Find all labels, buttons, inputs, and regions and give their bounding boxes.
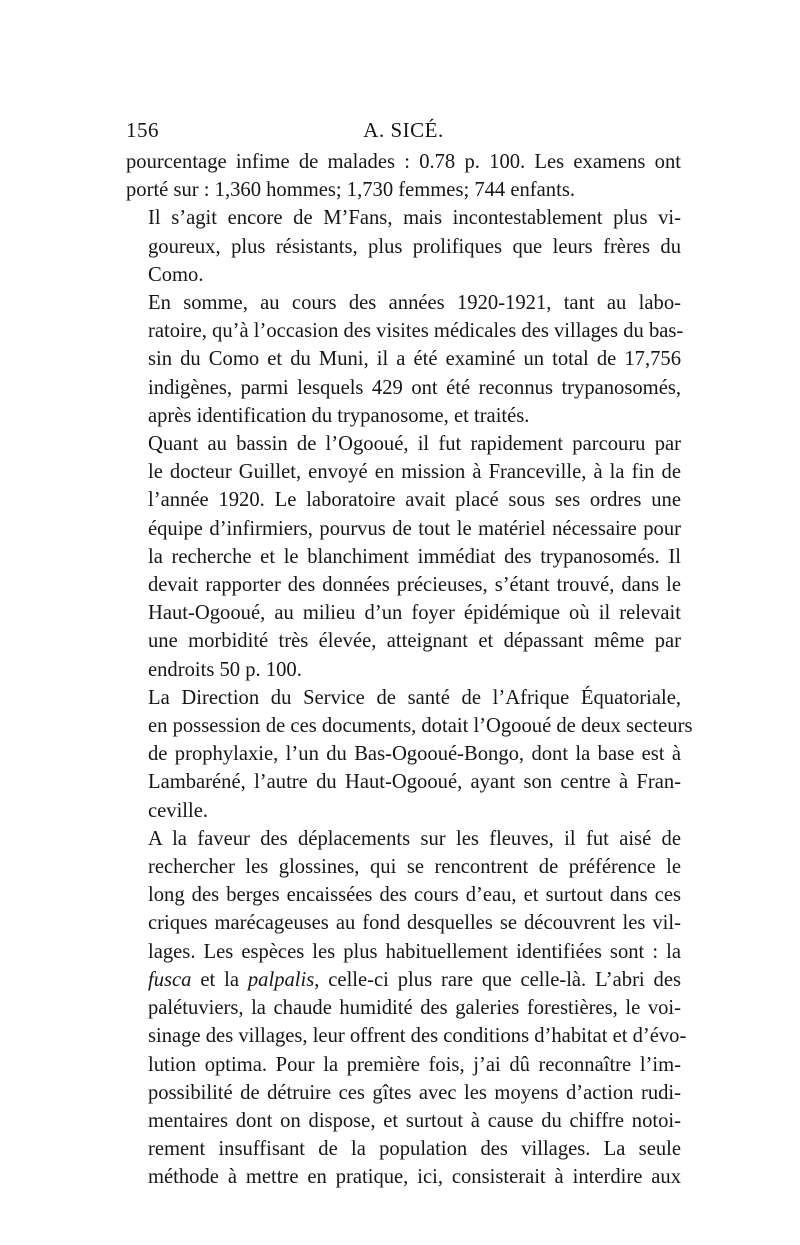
text-line: pourcentage infime de malades : 0.78 p. 100. Les examens ont (126, 151, 681, 173)
paragraph-3 (126, 289, 684, 430)
text-line: une morbidité très élevée, atteignant et dépassant même par (148, 630, 681, 653)
paragraph-1 (126, 148, 681, 204)
text-line: rement insuffisant de la population des villages. La seule (148, 1138, 681, 1161)
page-header (126, 118, 681, 148)
text-line: A la faveur des déplacements sur les fleuves, il fut aisé de (148, 827, 681, 850)
text-line: La Direction du Service de santé de l’Afrique Équatoriale, (148, 686, 681, 709)
text-line: porté sur : 1,360 hommes; 1,730 femmes; 744 enfants. (126, 179, 575, 202)
text-line: sin du Como et du Muni, il a été examiné un total de 17,756 (148, 348, 681, 371)
text-line: ratoire, qu’à l’occasion des visites médicales des villages du bas- (148, 320, 684, 343)
text-fragment: et la (191, 968, 248, 991)
text-line: en possession de ces documents, dotait l’Ogooué de deux secteurs (148, 715, 693, 738)
text-line-mixed (126, 966, 681, 994)
text-line: criques marécageuses au fond desquelles se découvrent les vil- (148, 912, 681, 935)
text-line: rechercher les glossines, qui se rencontrent de préférence le (148, 856, 681, 879)
text-line: ceville. (148, 799, 209, 822)
text-line: sinage des villages, leur offrent des conditions d’habitat et d’évo- (148, 1025, 687, 1048)
book-page (126, 118, 693, 1192)
text-line: l’année 1920. Le laboratoire avait placé sous ses ordres une (148, 489, 681, 512)
text-line: méthode à mettre en pratique, ici, consisterait à interdire aux (148, 1166, 681, 1189)
text-line: Il s’agit encore de M’Fans, mais incontestablement plus vi- (148, 207, 681, 230)
text-line: équipe d’infirmiers, pourvus de tout le matériel nécessaire pour (148, 517, 681, 540)
text-line: palétuviers, la chaude humidité des galeries forestières, le voi- (148, 997, 681, 1020)
text-line: possibilité de détruire ces gîtes avec les moyens d’action rudi- (148, 1081, 681, 1104)
text-line: goureux, plus résistants, plus prolifiques que leurs frères du (148, 235, 681, 258)
text-line: le docteur Guillet, envoyé en mission à Franceville, à la fin de (148, 461, 681, 484)
text-line: Quant au bassin de l’Ogooué, il fut rapidement parcouru par (148, 433, 681, 456)
text-line: la recherche et le blanchiment immédiat des trypanosomés. Il (148, 545, 681, 568)
page-number: 156 (126, 118, 159, 142)
paragraph-2 (126, 204, 681, 289)
text-line: Lambaréné, l’autre du Haut-Ogooué, ayant son centre à Fran- (148, 771, 681, 794)
body-text (126, 148, 693, 1192)
text-fragment: , celle-ci plus rare que celle-là. L’abri des (314, 968, 681, 991)
text-line: lages. Les espèces les plus habituellement identifiées sont : la (148, 940, 681, 963)
paragraph-6 (126, 825, 687, 1192)
text-line: après identification du trypanosome, et traités. (148, 404, 530, 427)
text-line: Como. (148, 263, 204, 286)
paragraph-5 (126, 684, 693, 825)
text-line: mentaires dont on dispose, et surtout à cause du chiffre notoi- (148, 1109, 681, 1132)
text-line: indigènes, parmi lesquels 429 ont été reconnus trypanosomés, (148, 376, 681, 399)
text-line: long des berges encaissées des cours d’eau, et surtout dans ces (148, 884, 681, 907)
text-line: devait rapporter des données précieuses, s’étant trouvé, dans le (148, 574, 681, 597)
text-line: lution optima. Pour la première fois, j’ai dû reconnaître l’im- (148, 1053, 681, 1076)
text-line: Haut-Ogooué, au milieu d’un foyer épidémique où il relevait (148, 602, 681, 625)
text-line: de prophylaxie, l’un du Bas-Ogooué-Bongo, dont la base est à (148, 743, 681, 766)
species-fusca: fusca (148, 968, 192, 991)
paragraph-4 (126, 430, 681, 684)
running-head: A. SICÉ. (363, 118, 444, 142)
text-line: endroits 50 p. 100. (148, 658, 302, 681)
text-line: En somme, au cours des années 1920-1921, tant au labo- (148, 292, 681, 315)
species-palpalis: palpalis (247, 968, 315, 991)
